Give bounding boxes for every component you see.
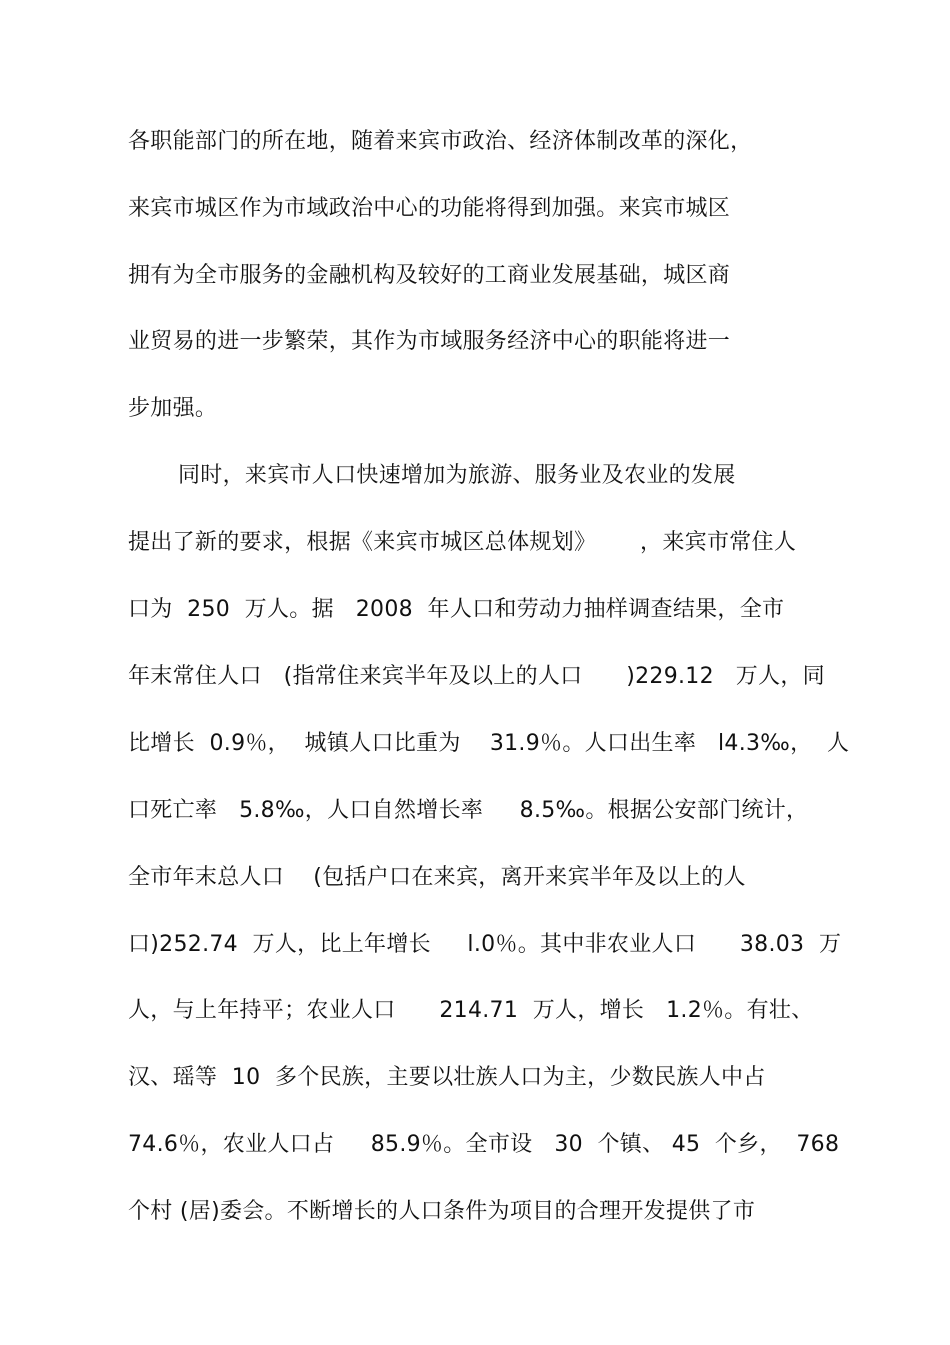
paragraph-line: 比增长 0.9％， 城镇人口比重为 31.9％。人口出生率 l4.3‰， 人	[128, 731, 850, 756]
paragraph-line: 拥有为全市服务的金融机构及较好的工商业发展基础，城区商	[128, 263, 731, 288]
paragraph-line: 口)252.74 万人，比上年增长 l.0％。其中非农业人口 38.03 万	[128, 932, 842, 957]
paragraph-line: 全市年末总人口 (包括户口在来宾，离开来宾半年及以上的人	[128, 865, 746, 890]
paragraph-line: 同时，来宾市人口快速增加为旅游、服务业及农业的发展	[178, 463, 736, 488]
paragraph-line: 人，与上年持平；农业人口 214.71 万人，增长 1.2％。有壮、	[128, 998, 814, 1023]
paragraph-line: 各职能部门的所在地，随着来宾市政治、经济体制改革的深化，	[128, 129, 753, 154]
paragraph-line: 74.6％，农业人口占 85.9％。全市设 30 个镇、 45 个乡， 768	[128, 1132, 840, 1157]
paragraph-line: 口为 250 万人。据 2008 年人口和劳动力抽样调查结果，全市	[128, 597, 785, 622]
paragraph-line: 来宾市城区作为市域政治中心的功能将得到加强。来宾市城区	[128, 196, 731, 221]
paragraph-line: 步加强。	[128, 396, 218, 421]
paragraph-line: 提出了新的要求，根据《来宾市城区总体规划》 ，来宾市常住人	[128, 530, 797, 555]
paragraph-line: 年末常住人口 (指常住来宾半年及以上的人口 )229.12 万人，同	[128, 664, 825, 689]
paragraph-line: 汉、瑶等 10 多个民族，主要以壮族人口为主，少数民族人中占	[128, 1065, 766, 1090]
paragraph-line: 口死亡率 5.8‰，人口自然增长率 8.5‰。根据公安部门统计，	[128, 798, 809, 823]
paragraph-line: 业贸易的进一步繁荣，其作为市域服务经济中心的职能将进一	[128, 329, 731, 354]
paragraph-line: 个村 (居)委会。不断增长的人口条件为项目的合理开发提供了市	[128, 1199, 756, 1224]
